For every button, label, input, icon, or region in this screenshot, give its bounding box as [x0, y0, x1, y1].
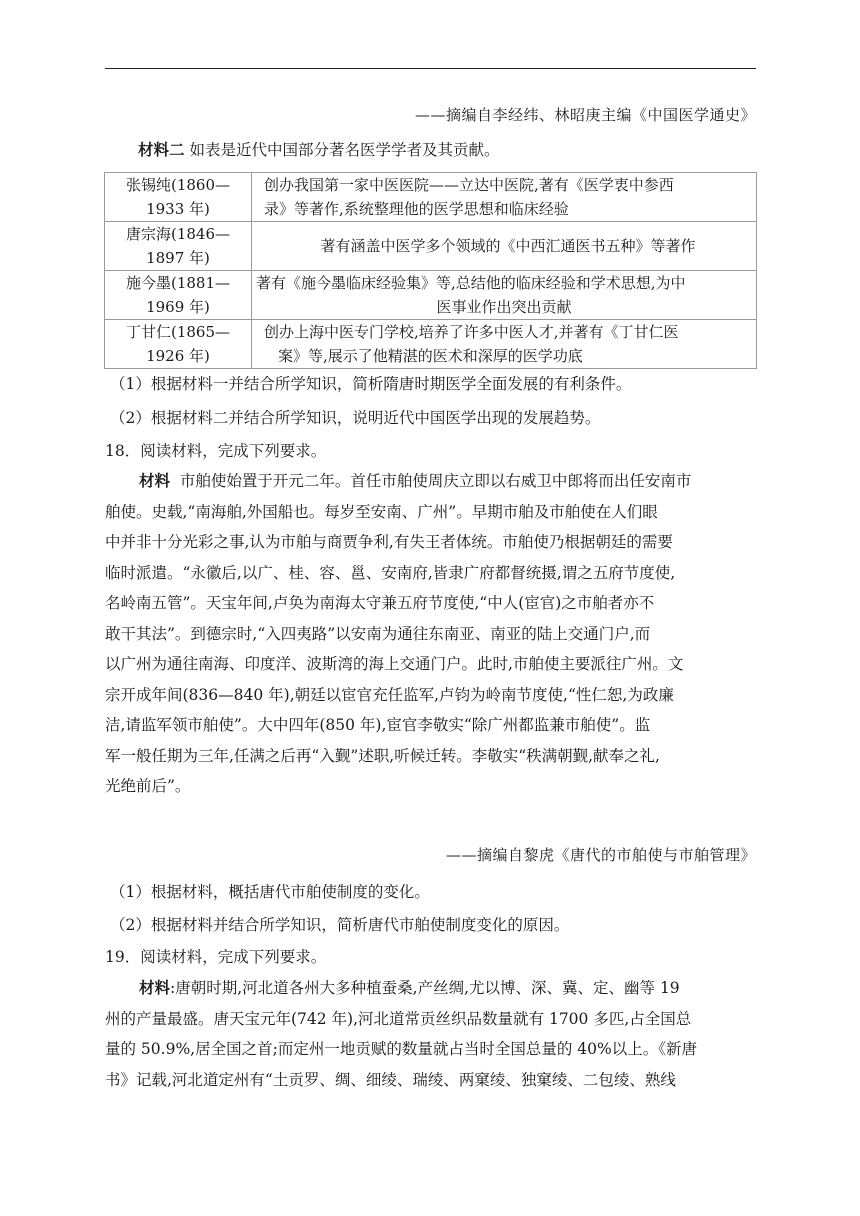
table-cell-desc: 创办我国第一家中医医院——立达中医院,著有《医学衷中参西 录》等著作,系统整理他的医学思想和临床经验 — [252, 173, 757, 222]
material2-text: 如表是近代中国部分著名医学学者及其贡献。 — [189, 141, 500, 159]
q19-material: 材料:唐朝时期,河北道各州大多种植蚕桑,产丝绸,尤以博、深、冀、定、幽等 19 州的产量最盛。唐天宝元年(742 年),河北道常贡丝织品数量就有 1700 多匹,占全国总 量的 50.9%,居全国之首;而定州一地贡赋的数量就占当时全国总量的 40%以上。《新唐 书》记载,河北道定州有“土贡罗、绸、细绫、瑞绫、两窠绫、独窠绫、二包绫、熟线 — [105, 978, 697, 1089]
q17-sub1: （1）根据材料一并结合所学知识，简析隋唐时期医学全面发展的有利条件。 — [110, 375, 632, 393]
source-citation-1: ——摘编自李经纬、林昭庚主编《中国医学通史》 — [414, 106, 756, 124]
q18-material-label: 材料 — [139, 471, 171, 490]
scholars-table — [104, 172, 757, 369]
table-cell-desc: 创办上海中医专门学校,培养了许多中医人才,并著有《丁甘仁医 案》等,展示了他精湛的医术和深厚的医学功底 — [252, 320, 757, 369]
table-cell-name: 施今墨(1881— 1969 年) — [105, 271, 252, 320]
table-row — [105, 271, 757, 320]
q19-title: 19．阅读材料，完成下列要求。 — [105, 948, 327, 966]
q18-sub2: （2）根据材料并结合所学知识，简析唐代市舶使制度变化的原因。 — [110, 916, 570, 934]
q19-material-label: 材料 — [139, 978, 171, 997]
table-cell-name: 张锡纯(1860— 1933 年) — [105, 173, 252, 222]
header-rule — [105, 68, 756, 69]
table-cell-desc: 著有《施今墨临床经验集》等,总结他的临床经验和学术思想,为中 医事业作出突出贡献 — [252, 271, 757, 320]
material2-label: 材料二 — [138, 140, 185, 159]
table-row — [105, 222, 757, 271]
table-row — [105, 320, 757, 369]
q18-sub1: （1）根据材料，概括唐代市舶使制度的变化。 — [110, 883, 430, 901]
source-citation-2: ——摘编自黎虎《唐代的市舶使与市舶管理》 — [445, 846, 756, 864]
table-row — [105, 173, 757, 222]
table-cell-name: 丁甘仁(1865— 1926 年) — [105, 320, 252, 369]
material2-intro — [138, 138, 499, 160]
q17-sub2: （2）根据材料二并结合所学知识，说明近代中国医学出现的发展趋势。 — [110, 409, 601, 427]
table-cell-desc: 著有涵盖中医学多个领域的《中西汇通医书五种》等著作 — [252, 222, 757, 271]
q18-material: 材料 市舶使始置于开元二年。首任市舶使周庆立即以右威卫中郎将而出任安南市 舶使。史载,“南海舶,外国船也。每岁至安南、广州”。早期市舶及市舶使在人们眼 中并非十分光彩之事,认为市舶与商贾争利,有失王者体统。市舶使乃根据朝廷的需要 临时派遣。“永徽后,以广、桂、容、邕、安南府,皆隶广府都督统摄,谓之五府节度使, 名岭南五管”。天宝年间,卢奂为南海太守兼五府节度使,“中人(宦官)之市舶者亦不 敢干其法”。到德宗时,“入四夷路”以安南为通往东南亚、南亚的陆上交通门户,而 以广州为通往南海、印度洋、波斯湾的海上交通门户。此时,市舶使主要派往广州。文 宗开成年间(836—840 年),朝廷以宦官充任监军,卢钧为岭南节度使,“性仁恕,为政廉 洁,请监军领市舶使”。大中四年(850 年),宦官李敬实“除广州都监兼市舶使”。监 军一般任期为三年,任满之后再“入觐”述职,听候迁转。李敬实“秩满朝觐,献奉之礼, 光绝前后”。 — [105, 471, 692, 795]
q18-title: 18．阅读材料，完成下列要求。 — [105, 442, 327, 460]
table-cell-name: 唐宗海(1846— 1897 年) — [105, 222, 252, 271]
